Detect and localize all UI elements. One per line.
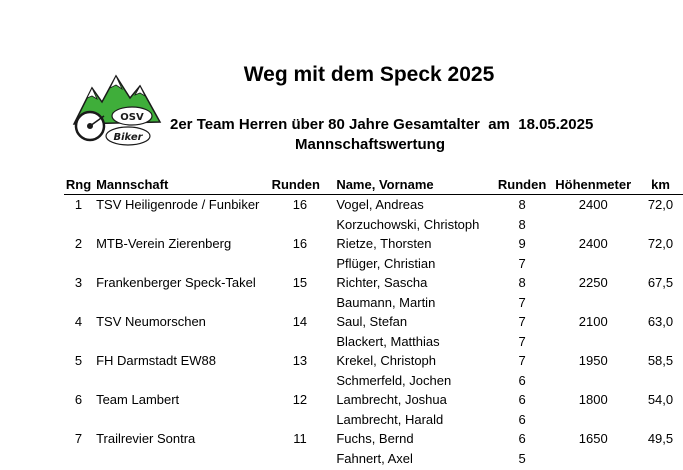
cell-runden	[267, 293, 334, 313]
cell-hoehenmeter: 2250	[578, 275, 608, 291]
cell-hoehenmeter	[548, 254, 638, 274]
cell-mannschaft: Team Lambert	[96, 392, 180, 408]
cell-mannschaft: MTB-Verein Zierenberg	[96, 236, 232, 252]
col-header-rng: Rng	[65, 176, 92, 192]
cell-name: Krekel, Christoph	[336, 353, 437, 369]
col-header-km: km	[651, 176, 670, 192]
cell-runden-einzel: 7	[518, 255, 526, 271]
cell-km	[638, 410, 683, 430]
cell-rng	[64, 410, 93, 430]
cell-hoehenmeter	[548, 410, 638, 430]
cell-km: 72,0	[647, 236, 674, 252]
cell-name: Saul, Stefan	[336, 314, 408, 330]
cell-runden	[267, 449, 334, 469]
col-header-runden: Runden	[271, 176, 320, 192]
cell-runden-einzel: 7	[518, 314, 526, 330]
cell-hoehenmeter: 2400	[578, 197, 608, 213]
cell-runden-einzel: 6	[518, 372, 526, 388]
cell-hoehenmeter	[548, 215, 638, 235]
cell-runden	[267, 254, 334, 274]
cell-km	[638, 254, 683, 274]
cell-runden: 11	[293, 431, 307, 447]
cell-km	[638, 332, 683, 352]
cell-name: Lambrecht, Harald	[336, 411, 444, 427]
cell-runden: 16	[292, 197, 308, 213]
cell-mannschaft	[93, 449, 266, 469]
cell-hoehenmeter	[548, 293, 638, 313]
cell-runden-einzel: 8	[518, 216, 526, 232]
cell-rng	[64, 215, 93, 235]
table-row	[64, 390, 683, 410]
cell-rng: 2	[74, 236, 83, 252]
table-row	[64, 215, 683, 235]
cell-mannschaft	[93, 410, 266, 430]
col-header-mannschaft: Mannschaft	[96, 176, 169, 192]
table-row	[64, 449, 683, 469]
cell-runden	[267, 215, 334, 235]
cell-hoehenmeter	[548, 332, 638, 352]
table-row	[64, 371, 683, 391]
cell-mannschaft: TSV Neumorschen	[96, 314, 206, 330]
cell-runden	[267, 332, 334, 352]
cell-runden-einzel: 6	[518, 392, 526, 408]
svg-text:Biker: Biker	[113, 132, 143, 143]
cell-mannschaft: TSV Heiligenrode / Funbiker	[96, 197, 260, 213]
cell-name: Korzuchowski, Christoph	[336, 216, 480, 232]
cell-km: 54,0	[647, 392, 674, 408]
cell-hoehenmeter: 1950	[578, 353, 608, 369]
table-row	[64, 195, 683, 215]
cell-mannschaft: Frankenberger Speck-Takel	[96, 275, 256, 291]
table-row	[64, 254, 683, 274]
cell-hoehenmeter: 1650	[578, 431, 608, 447]
cell-name: Richter, Sascha	[336, 275, 428, 291]
cell-hoehenmeter	[548, 371, 638, 391]
cell-runden-einzel: 5	[518, 450, 526, 466]
cell-name: Baumann, Martin	[336, 294, 436, 310]
cell-hoehenmeter: 1800	[578, 392, 608, 408]
cell-rng	[64, 293, 93, 313]
cell-rng: 6	[74, 392, 83, 408]
cell-mannschaft	[93, 254, 266, 274]
table-body	[64, 195, 683, 469]
table-row	[64, 351, 683, 371]
cell-runden-einzel: 8	[518, 197, 526, 213]
page-subtitle-2: Mannschaftswertung	[294, 136, 445, 153]
cell-name: Rietze, Thorsten	[336, 236, 432, 252]
page-title: Weg mit dem Speck 2025	[243, 63, 495, 86]
cell-rng: 7	[74, 431, 83, 447]
cell-name: Lambrecht, Joshua	[336, 392, 447, 408]
cell-km	[638, 293, 683, 313]
cell-rng: 3	[74, 275, 83, 291]
cell-km	[638, 215, 683, 235]
col-header-hoehenmeter: Höhenmeter	[555, 176, 632, 192]
cell-runden-einzel: 7	[518, 353, 526, 369]
col-header-name: Name, Vorname	[336, 176, 434, 192]
cell-km: 72,0	[647, 197, 674, 213]
cell-km: 67,5	[647, 275, 674, 291]
table-row	[64, 429, 683, 449]
cell-name: Schmerfeld, Jochen	[336, 372, 452, 388]
table-row	[64, 293, 683, 313]
cell-rng	[64, 254, 93, 274]
table-header-row	[64, 174, 683, 195]
cell-mannschaft	[93, 332, 266, 352]
cell-name: Vogel, Andreas	[336, 197, 424, 213]
table-row	[64, 312, 683, 332]
cell-rng	[64, 371, 93, 391]
cell-runden-einzel: 7	[518, 294, 526, 310]
cell-km: 58,5	[647, 353, 674, 369]
cell-rng: 5	[74, 353, 83, 369]
cell-hoehenmeter	[548, 449, 638, 469]
results-table	[64, 174, 683, 468]
table-row	[64, 410, 683, 430]
cell-runden-einzel: 7	[518, 333, 526, 349]
cell-mannschaft	[93, 215, 266, 235]
cell-runden	[267, 410, 334, 430]
cell-runden-einzel: 8	[518, 275, 526, 291]
cell-hoehenmeter: 2400	[578, 236, 608, 252]
cell-name: Fahnert, Axel	[336, 450, 413, 466]
cell-runden: 16	[292, 236, 308, 252]
cell-runden: 13	[292, 353, 308, 369]
cell-name: Fuchs, Bernd	[336, 431, 414, 447]
col-header-runden-einzel: Runden	[497, 176, 547, 192]
cell-rng: 1	[74, 197, 83, 213]
cell-rng	[64, 449, 93, 469]
cell-km: 49,5	[647, 431, 674, 447]
cell-km	[638, 371, 683, 391]
cell-mannschaft	[93, 371, 266, 391]
cell-runden-einzel: 6	[518, 411, 526, 427]
cell-runden-einzel: 9	[518, 236, 526, 252]
cell-hoehenmeter: 2100	[578, 314, 608, 330]
cell-rng: 4	[74, 314, 83, 330]
cell-runden: 15	[292, 275, 308, 291]
cell-mannschaft: FH Darmstadt EW88	[96, 353, 216, 369]
cell-mannschaft: Trailrevier Sontra	[96, 431, 196, 447]
page-subtitle: 2er Team Herren über 80 Jahre Gesamtalter am 18.05.2025	[170, 116, 594, 133]
logo-text: OSV	[120, 112, 144, 123]
cell-mannschaft	[93, 293, 266, 313]
table-row	[64, 332, 683, 352]
cell-runden: 14	[292, 314, 308, 330]
table-row	[64, 273, 683, 293]
cell-name: Blackert, Matthias	[336, 333, 440, 349]
cell-km	[638, 449, 683, 469]
cell-km: 63,0	[647, 314, 674, 330]
cell-runden-einzel: 6	[518, 431, 526, 447]
cell-name: Pflüger, Christian	[336, 255, 436, 271]
cell-rng	[64, 332, 93, 352]
cell-runden: 12	[292, 392, 308, 408]
cell-runden	[267, 371, 334, 391]
table-row	[64, 234, 683, 254]
